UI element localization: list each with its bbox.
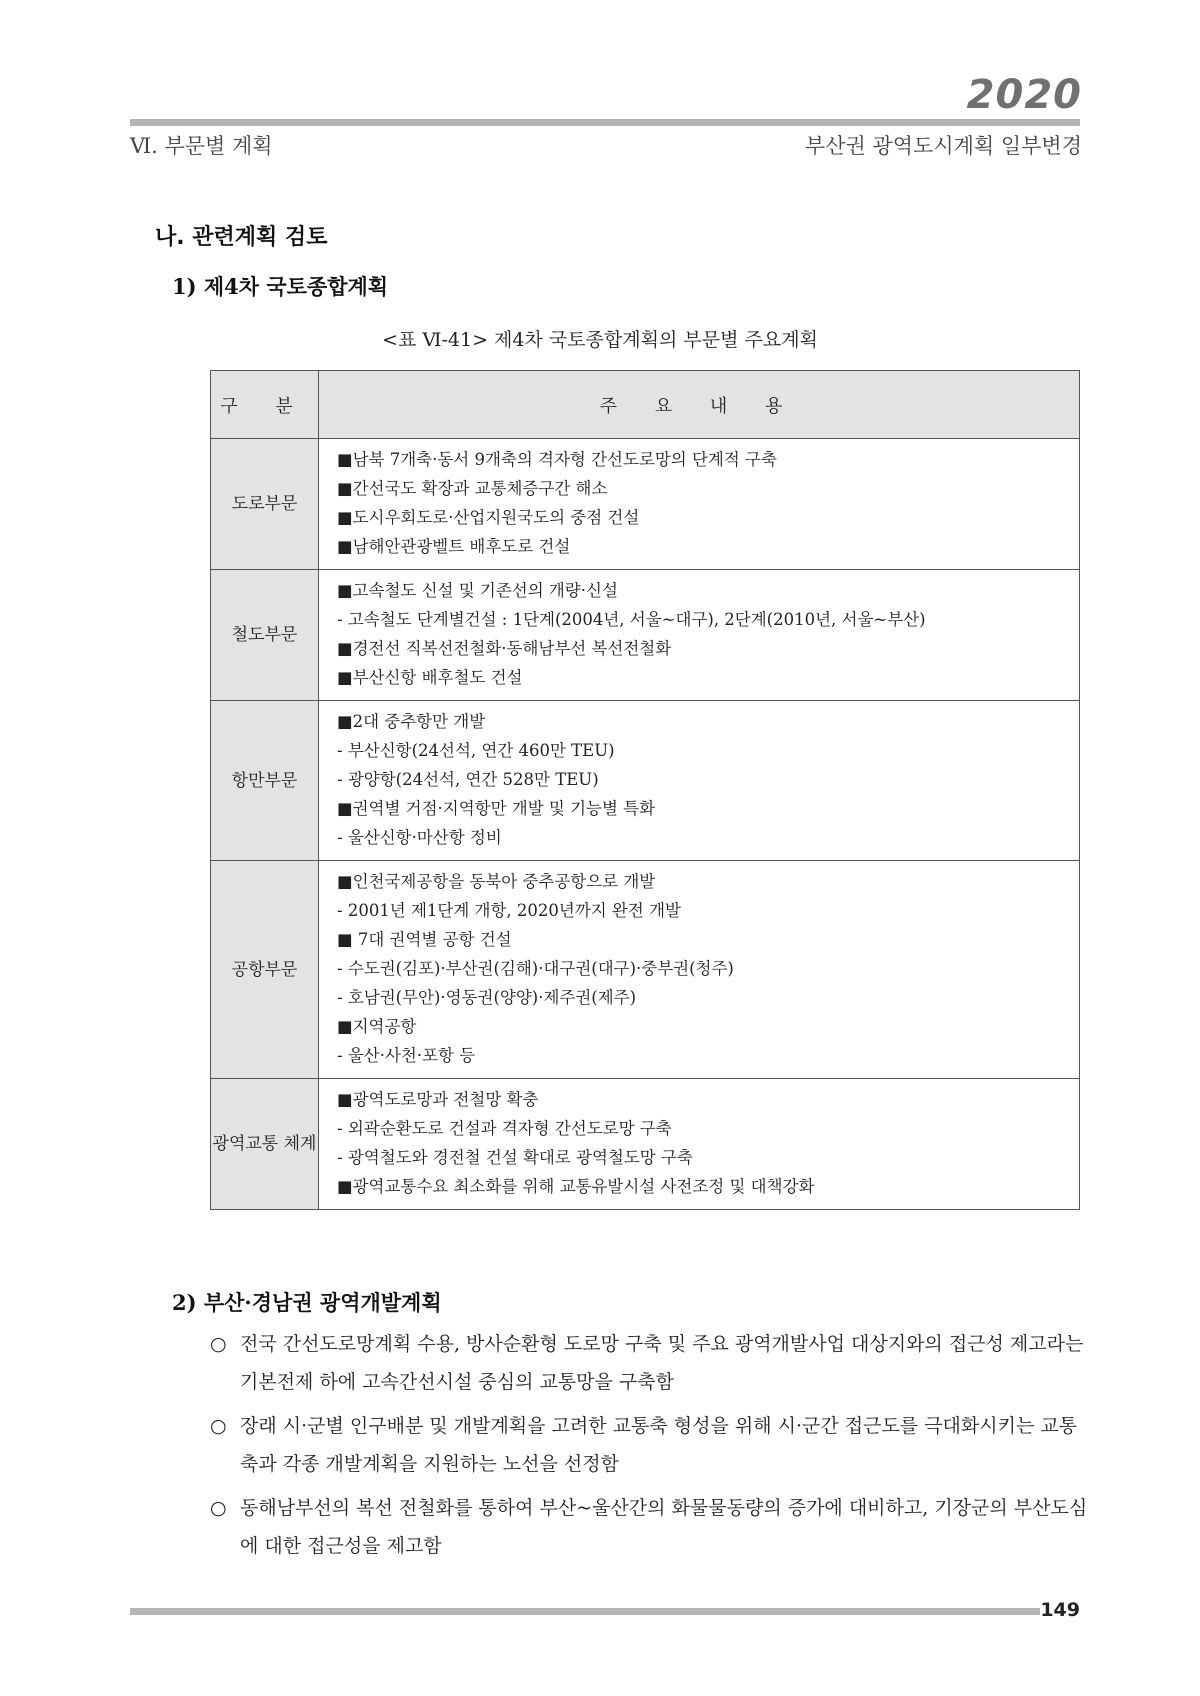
row-content bbox=[319, 701, 1080, 861]
content-item: - 부산신항(24선석, 연간 460만 TEU) bbox=[337, 741, 615, 760]
bullet-list bbox=[210, 1325, 1090, 1571]
table-header-row bbox=[211, 371, 1080, 439]
content-item: ■지역공항 bbox=[337, 1017, 417, 1036]
bullet-paragraph bbox=[210, 1489, 1090, 1565]
bullet-text: 장래 시·군별 인구배분 및 개발계획을 고려한 교통축 형성을 위해 시·군간 접근도를 극대화시키는 교통축과 각종 개발계획을 지원하는 노선을 선정함 bbox=[240, 1415, 1078, 1475]
content-item: ■고속철도 신설 및 기존선의 개량·신설 bbox=[337, 581, 618, 600]
table-row bbox=[211, 701, 1080, 861]
table-row bbox=[211, 439, 1080, 570]
row-category: 공항부문 bbox=[211, 861, 319, 1079]
content-item: ■도시우회도로·산업지원국도의 중점 건설 bbox=[337, 508, 640, 527]
header-category: 구 분 bbox=[211, 371, 319, 439]
content-item: - 고속철도 단계별건설 : 1단계(2004년, 서울~대구), 2단계(2010년, 서울~부산) bbox=[337, 610, 926, 629]
bullet-mark: ○ bbox=[210, 1333, 227, 1355]
header-year: 2020 bbox=[966, 72, 1082, 118]
content-item: - 광역철도와 경전철 건설 확대로 광역철도망 구축 bbox=[337, 1148, 693, 1167]
content-item: ■간선국도 확장과 교통체증구간 해소 bbox=[337, 479, 608, 498]
row-category: 철도부문 bbox=[211, 570, 319, 701]
bullet-text: 동해남부선의 복선 전철화를 통하여 부산~울산간의 화물물동량의 증가에 대비하고, 기장군의 부산도심에 대한 접근성을 제고함 bbox=[240, 1497, 1088, 1557]
content-item: - 호남권(무안)·영동권(양양)·제주권(제주) bbox=[337, 988, 637, 1007]
bullet-paragraph bbox=[210, 1325, 1090, 1401]
content-item: ■남해안관광벨트 배후도로 건설 bbox=[337, 537, 571, 556]
table-row bbox=[211, 861, 1080, 1079]
content-item: - 외곽순환도로 건설과 격자형 간선도로망 구축 bbox=[337, 1119, 672, 1138]
page-number: 149 bbox=[1040, 1599, 1080, 1621]
content-item: ■권역별 거점·지역항만 개발 및 기능별 특화 bbox=[337, 799, 656, 818]
subsection-title-1: 1) 제4차 국토종합계획 bbox=[172, 274, 389, 299]
content-item: - 울산·사천·포항 등 bbox=[337, 1046, 476, 1065]
content-item: - 광양항(24선석, 연간 528만 TEU) bbox=[337, 770, 599, 789]
table-row bbox=[211, 1079, 1080, 1210]
bullet-paragraph bbox=[210, 1407, 1090, 1483]
row-content bbox=[319, 861, 1080, 1079]
footer-rule bbox=[130, 1608, 1040, 1615]
row-category: 광역교통 체계 bbox=[211, 1079, 319, 1210]
content-item: ■광역교통수요 최소화를 위해 교통유발시설 사전조정 및 대책강화 bbox=[337, 1177, 815, 1196]
content-item: - 2001년 제1단계 개항, 2020년까지 완전 개발 bbox=[337, 901, 681, 920]
content-item: ■인천국제공항을 동북아 중추공항으로 개발 bbox=[337, 872, 656, 891]
row-content bbox=[319, 1079, 1080, 1210]
header-rule bbox=[130, 119, 1080, 126]
section-title: 나. 관련계획 검토 bbox=[155, 225, 328, 250]
table-row bbox=[211, 570, 1080, 701]
table-body bbox=[211, 439, 1080, 1210]
chapter-title: Ⅵ. 부문별 계획 bbox=[130, 134, 273, 158]
content-item: ■광역도로망과 전철망 확충 bbox=[337, 1090, 539, 1109]
row-content bbox=[319, 439, 1080, 570]
content-item: ■남북 7개축·동서 9개축의 격자형 간선도로망의 단계적 구축 bbox=[337, 450, 777, 469]
subsection-title-2: 2) 부산·경남권 광역개발계획 bbox=[172, 1290, 442, 1315]
bullet-mark: ○ bbox=[210, 1415, 227, 1437]
plan-table bbox=[210, 370, 1080, 1210]
content-item: ■경전선 직복선전철화·동해남부선 복선전철화 bbox=[337, 639, 672, 658]
content-item: ■2대 중추항만 개발 bbox=[337, 712, 486, 731]
content-item: - 울산신항·마산항 정비 bbox=[337, 828, 502, 847]
header-content: 주 요 내 용 bbox=[319, 371, 1080, 439]
table-caption: <표 Ⅵ-41> 제4차 국토종합계획의 부문별 주요계획 bbox=[382, 329, 818, 351]
bullet-text: 전국 간선도로망계획 수용, 방사순환형 도로망 구축 및 주요 광역개발사업 대상지와의 접근성 제고라는 기본전제 하에 고속간선시설 중심의 교통망을 구축함 bbox=[240, 1333, 1084, 1393]
content-item: ■ 7대 권역별 공항 건설 bbox=[337, 930, 512, 949]
content-item: - 수도권(김포)·부산권(김해)·대구권(대구)·중부권(청주) bbox=[337, 959, 734, 978]
row-category: 항만부문 bbox=[211, 701, 319, 861]
row-content bbox=[319, 570, 1080, 701]
content-item: ■부산신항 배후철도 건설 bbox=[337, 668, 523, 687]
document-title: 부산권 광역도시계획 일부변경 bbox=[804, 134, 1082, 158]
row-category: 도로부문 bbox=[211, 439, 319, 570]
bullet-mark: ○ bbox=[210, 1497, 227, 1519]
